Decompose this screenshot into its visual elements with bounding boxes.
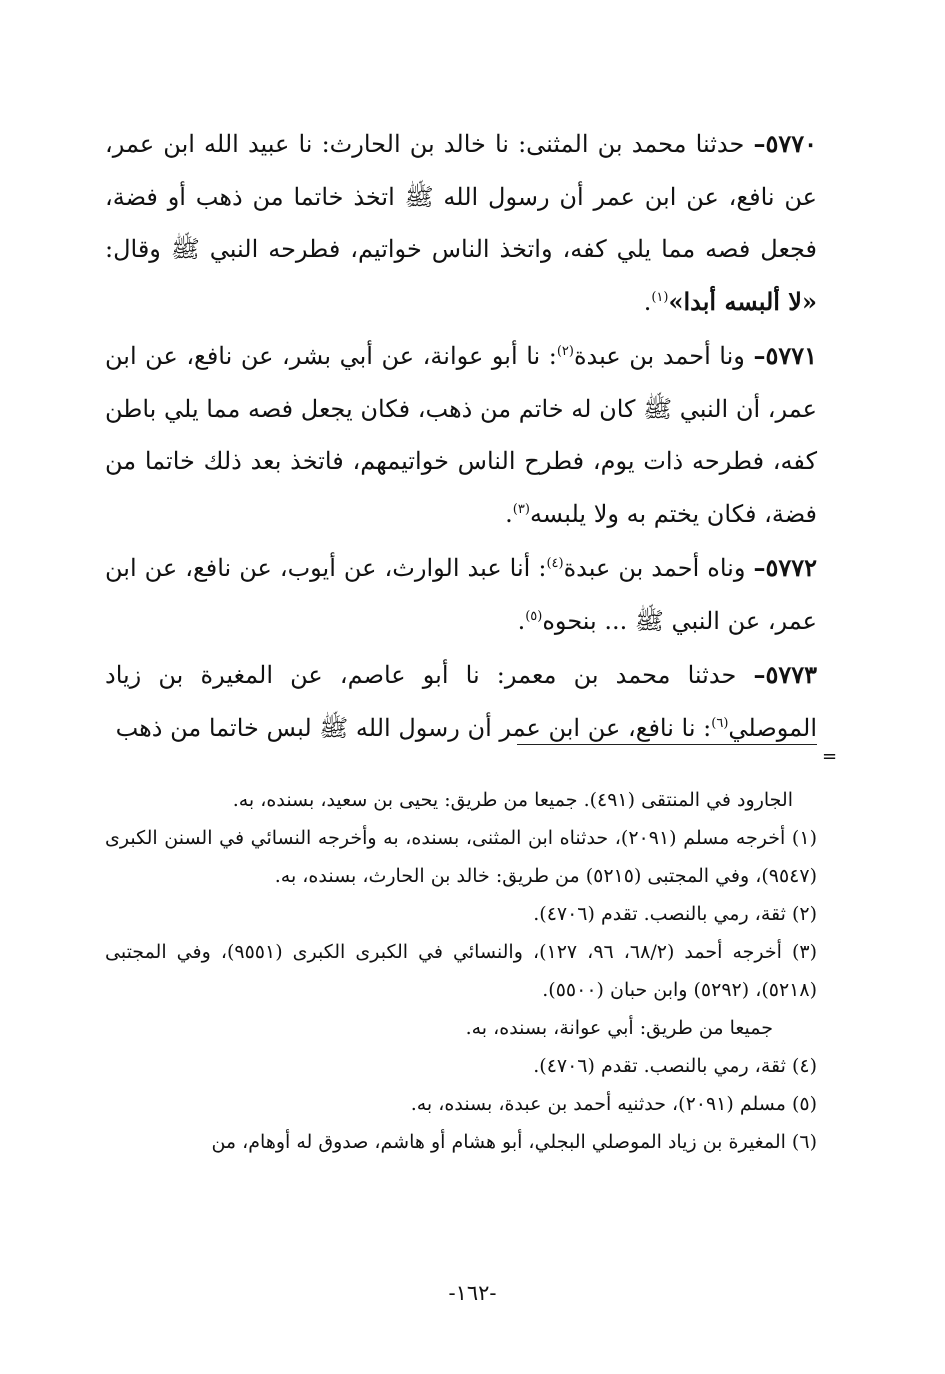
hadith-text: حدثنا محمد بن المثنى: نا خالد بن الحارث: نا عبيد الله ابن عمر، عن نافع، عن ابن عمر أن رسول الله ﷺ اتخذ خاتما من ذهب أو فضة، فجعل فصه مما يلي كفه، واتخذ الناس خواتيم، فطرحه النبي ﷺ وقال: (105, 130, 817, 263)
hadith-number: ٥٧٧٣– (753, 660, 817, 689)
footnote-ref-5[interactable]: (٥) (525, 608, 543, 624)
main-text (105, 118, 817, 756)
hadith-text: : نا نافع، عن ابن عمر أن رسول الله ﷺ لبس خاتما من ذهب (115, 713, 712, 742)
hadith-text: حدثنا محمد بن معمر: نا أبو عاصم، عن المغيرة بن زياد الموصلي (105, 661, 817, 742)
sentence-end: . (517, 606, 526, 635)
footnote-carryover: الجارود في المنتقى (٤٩١). جميعا من طريق: يحيى بن سعيد، بسنده، به. (232, 789, 793, 811)
footnote-4: (٤) ثقة، رمي بالنصب. تقدم (٤٧٠٦). (533, 1055, 817, 1077)
footnote-ref-2[interactable]: (٢) (556, 344, 574, 359)
hadith-5773 (105, 649, 817, 754)
prophet-quote: «لا ألبسه أبدا» (668, 286, 817, 316)
hadith-number: ٥٧٧٠– (753, 129, 817, 158)
hadith-5772 (105, 542, 817, 647)
footnote-3-continuation: جميعا من طريق: أبي عوانة، بسنده، به. (465, 1017, 773, 1039)
page-number: -١٦٢- (448, 1281, 497, 1305)
footnote-5: (٥) مسلم (٢٠٩١)، حدثنيه أحمد بن عبدة، بسنده، به. (410, 1093, 817, 1115)
sentence-end: . (643, 287, 652, 316)
footnote-ref-6[interactable]: (٦) (711, 715, 729, 731)
sentence-end: . (505, 499, 513, 528)
footnote-ref-1[interactable]: (١) (651, 289, 669, 305)
hadith-text: : نا أبو عوانة، عن أبي بشر، عن نافع، عن ابن عمر، أن النبي ﷺ كان له خاتم من ذهب، فكان يجعل فصه مما يلي باطن كفه، فطرحه ذات يوم، فطرح الناس خواتيمهم، فاتخذ بعد ذلك خاتما من فضة، فكان يختم به ولا يلبسه (105, 342, 817, 528)
continuation-mark: = (822, 746, 838, 767)
footnote-6: (٦) المغيرة بن زياد الموصلي البجلي، أبو هشام أو هاشم، صدوق له أوهام، من (211, 1131, 817, 1153)
hadith-5770 (105, 118, 817, 328)
footnote-ref-4[interactable]: (٤) (546, 556, 564, 571)
hadith-text: ونا أحمد بن عبدة (573, 342, 754, 370)
hadith-number: ٥٧٧١– (753, 341, 818, 370)
footnote-2: (٢) ثقة، رمي بالنصب. تقدم (٤٧٠٦). (533, 903, 817, 925)
footnote-3: (٣) أخرجه أحمد (٦٨/٢، ٩٦، ١٢٧)، والنسائي في الكبرى الكبرى (٩٥٥١)، وفي المجتبى (٥٢١٨)، (٥٢٩٢) وابن حبان (٥٥٠٠). (105, 941, 818, 1001)
hadith-5771 (105, 330, 817, 540)
hadith-number: ٥٧٧٢– (753, 553, 817, 582)
footnotes (105, 781, 817, 1161)
footnote-separator (517, 744, 817, 745)
footnote-ref-3[interactable]: (٣) (512, 501, 530, 517)
footnote-1: (١) أخرجه مسلم (٢٠٩١)، حدثناه ابن المثنى، بسنده، به وأخرجه النسائي في السنن الكبرى (٩٥٤٧)، وفي المجتبى (٥٢١٥) من طريق: خالد بن الحارث، بسنده، به. (105, 827, 817, 887)
hadith-text: : أنا عبد الوارث، عن أيوب، عن نافع، عن ابن عمر، عن النبي ﷺ ... بنحوه (105, 554, 817, 635)
hadith-text: وناه أحمد بن عبدة (563, 554, 754, 582)
